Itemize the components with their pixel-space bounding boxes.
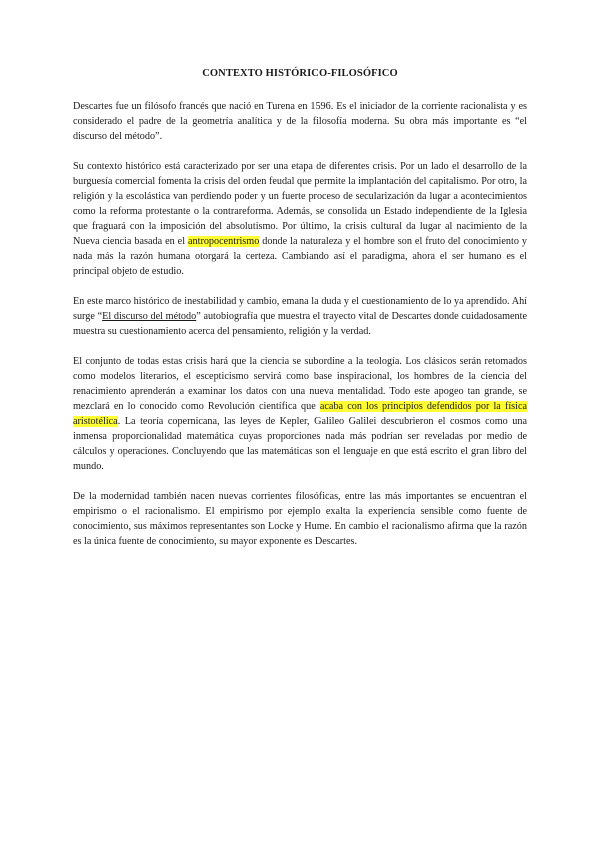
paragraph-text: . La teoría copernicana, las leyes de Kepler, Galileo Galilei descubrieron el cosmos como una inmensa proporcionalidad matemática cuyas proporciones nada más podrían ser reveladas por medio de cálculos y operaciones. Concluyendo que las matemáticas son el lenguaje en que está escrito el gran libro del mundo. — [73, 416, 527, 472]
paragraph-scientific-revolution — [73, 354, 527, 474]
paragraph-discourse — [73, 294, 527, 339]
document-page — [73, 68, 527, 564]
paragraph-historical-context — [73, 159, 527, 279]
paragraph-text: El conjunto de todas estas crisis hará que la ciencia se subordine a la teología. Los clásicos serán retomados como modelos literarios, el escepticismo servirá como base inspiracional, los hombres de la ciencia del renacimiento aprenderán a examinar los datos con una nueva mentalidad. Todo este apogeo tan grande, se mezclará en lo conocido como Revolución científica que — [73, 356, 527, 412]
underlined-book-title: El discurso del método — [102, 311, 197, 322]
paragraph-philosophical-currents: De la modernidad también nacen nuevas corrientes filosóficas, entre las más importantes se encuentran el empirismo o el racionalismo. El empirismo por ejemplo exalta la experiencia sensible como fuente de conocimiento, sus máximos representantes son Locke y Hume. En cambio el racionalismo afirma que la razón es la única fuente de conocimiento, su mayor exponente es Descartes. — [73, 491, 527, 547]
paragraph-intro: Descartes fue un filósofo francés que nació en Turena en 1596. Es el iniciador de la corriente racionalista y es considerado el padre de la geometría analítica y de la filosofía moderna. Su obra más importante es “el discurso del método”. — [73, 101, 527, 142]
paragraph-text: ” autobiografía que muestra el trayecto vital de Descartes donde cuidadosamente muestra su cuestionamiento acerca del pensamiento, religión y la verdad. — [73, 311, 527, 337]
highlighted-term: antropocentrismo — [188, 236, 260, 247]
document-title: CONTEXTO HISTÓRICO-FILOSÓFICO — [202, 68, 398, 79]
paragraph-text: En este marco histórico de inestabilidad y cambio, emana la duda y el cuestionamiento de lo ya aprendido. Ahí surge “ — [73, 296, 527, 322]
highlighted-phrase: acaba con los principios defendidos por la física aristotélica — [73, 401, 528, 427]
paragraph-text: donde la naturaleza y el hombre son el fruto del conocimiento y nada más la razón humana otorgará la certeza. Cambiando así el paradigma, ahora el ser humano es el principal objeto de estudio. — [73, 236, 527, 277]
paragraph-text: Su contexto histórico está caracterizado por ser una etapa de diferentes crisis. Por un lado el desarrollo de la burguesía comercial fomenta la crisis del orden feudal que permite la implantación del capitalismo. Por otro, la religión y la escolástica van perdiendo poder y un fuerte proceso de secularización da lugar a acontecimientos como la reforma protestante o la contrareforma. Además, se consolida un Estado independiente de la Iglesia que fraguará con la imposición del absolutismo. Por último, la crisis cultural da lugar al nacimiento de la Nueva ciencia basada en el — [73, 161, 527, 247]
